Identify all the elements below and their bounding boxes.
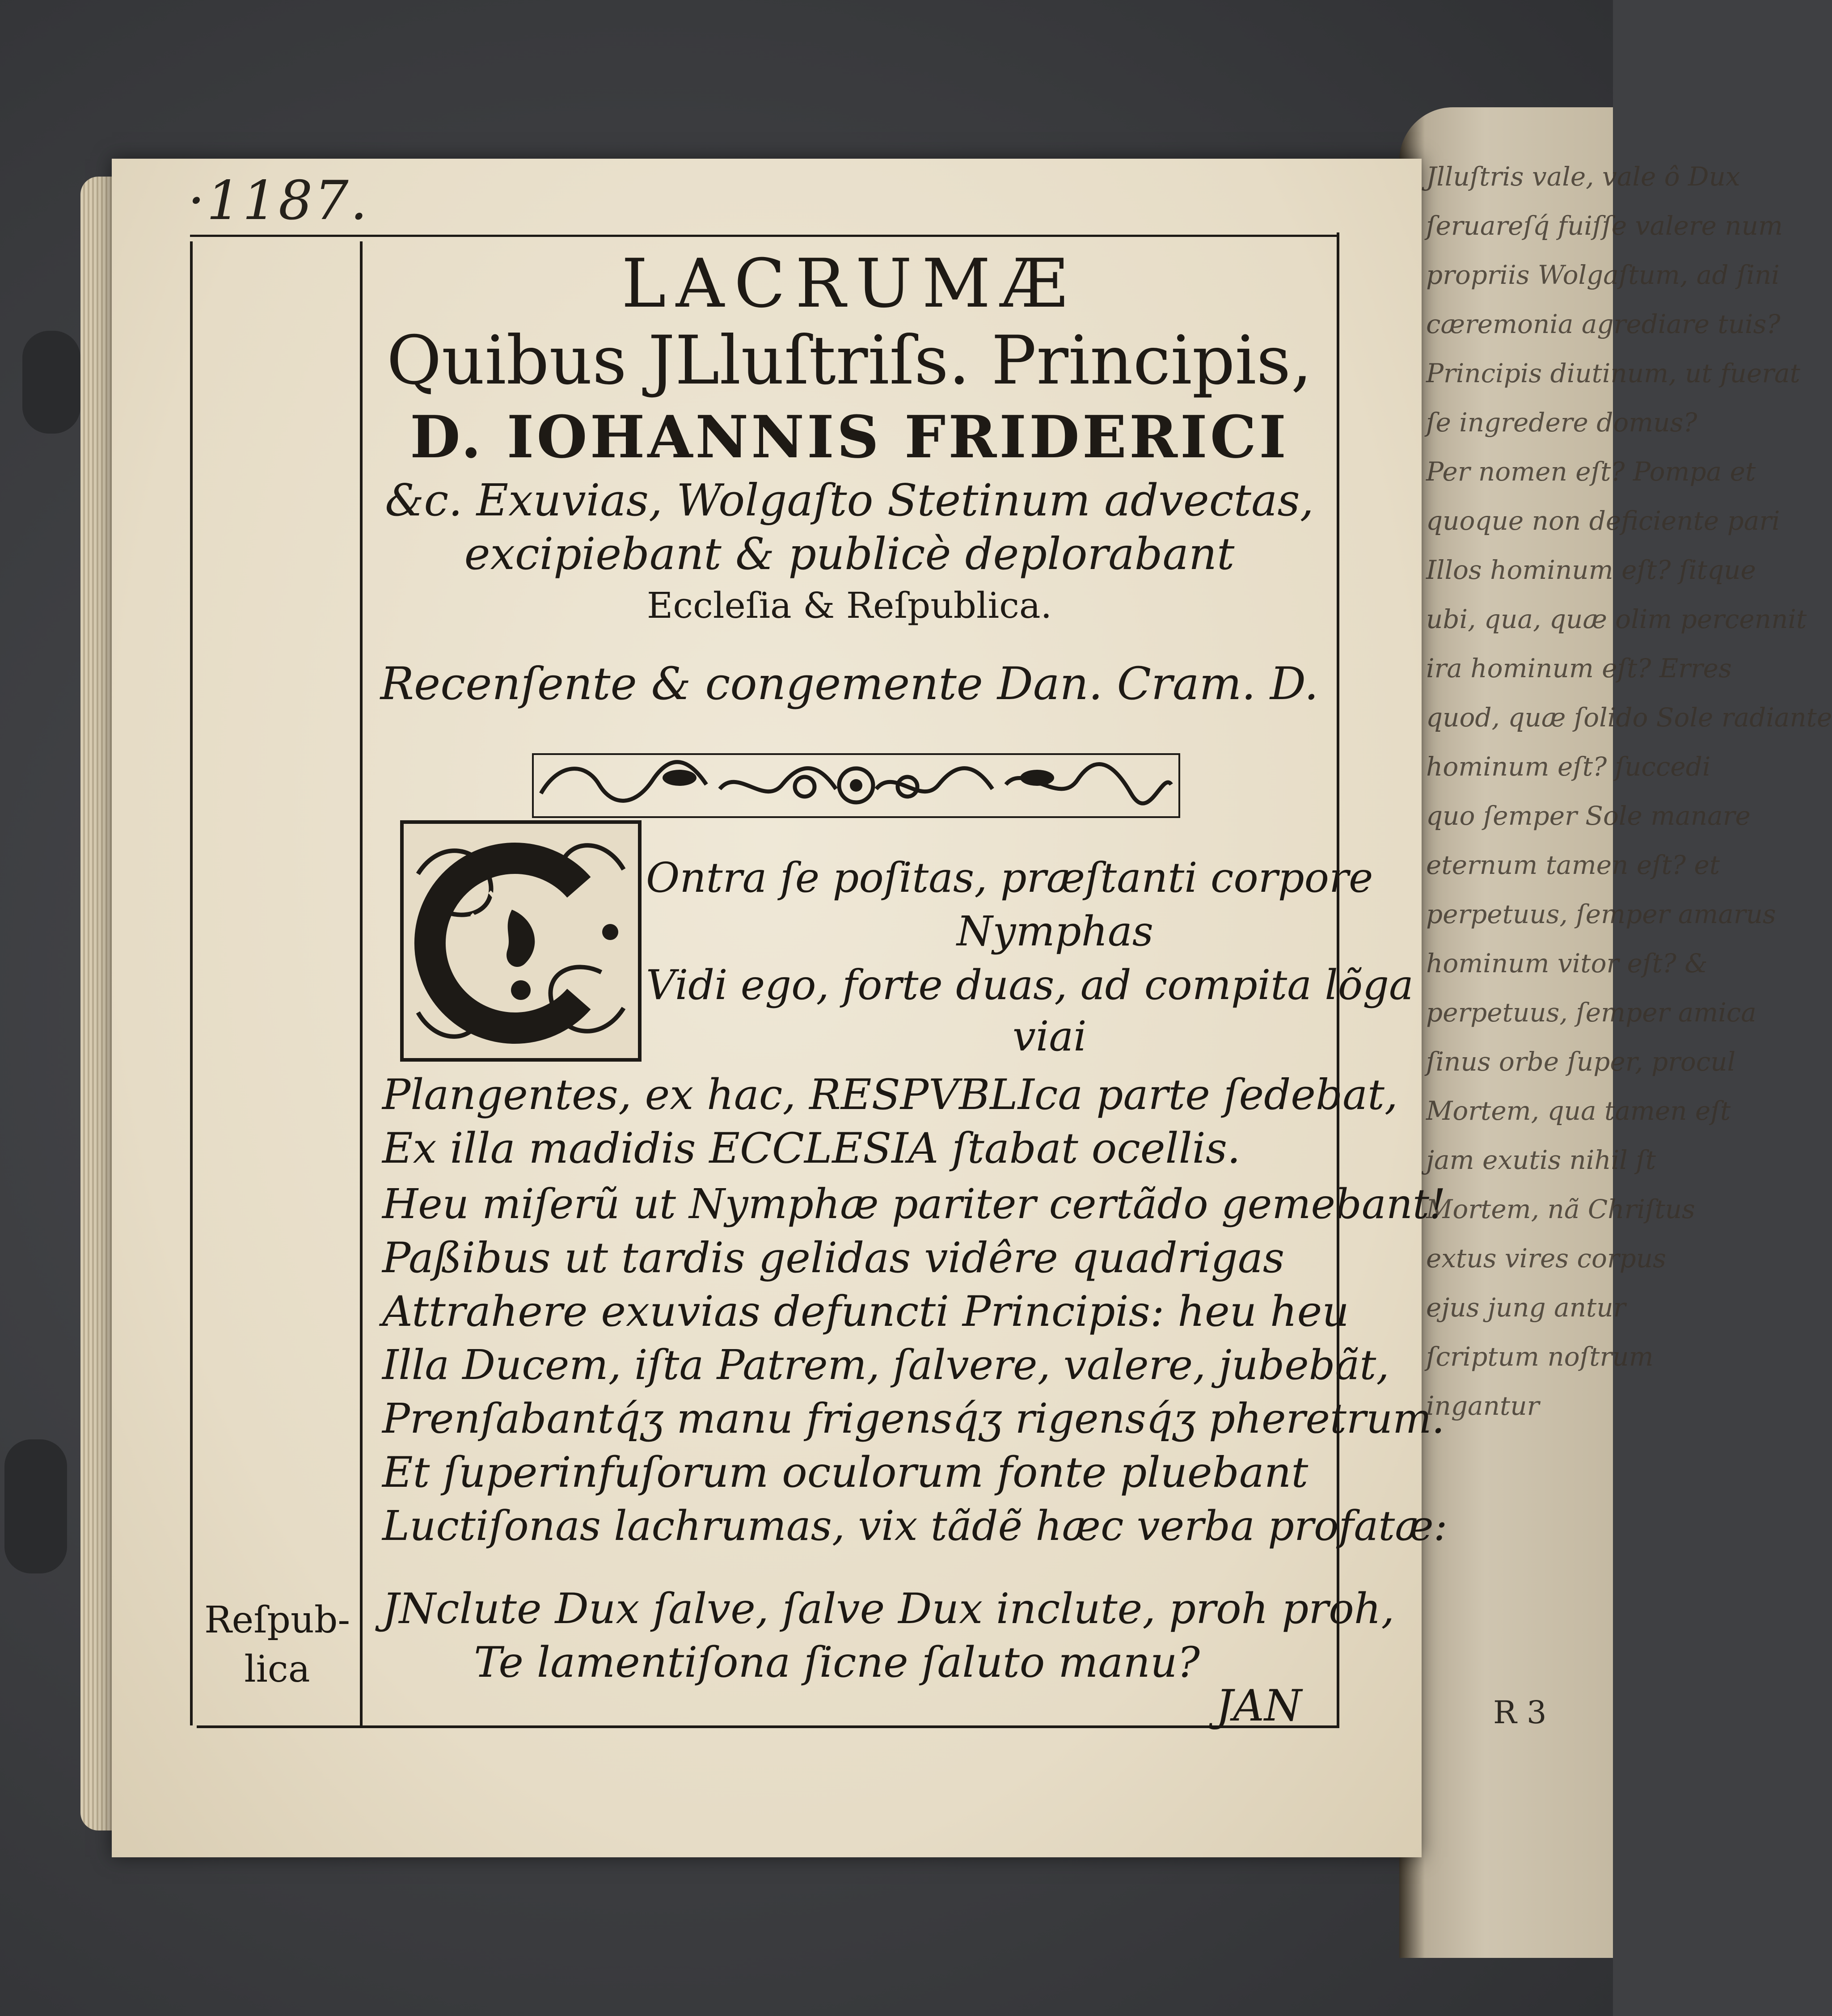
verse-line: Heu miſerũ ut Nymphæ pariter certãdo gemebant!	[382, 1180, 1446, 1228]
verse-line: Prenſabantq́ʒ manu frigensq́ʒ rigensq́ʒ pheretrum.	[382, 1395, 1445, 1442]
facing-line: eternum tamen eſt? et	[1426, 850, 1720, 880]
frame-rule-margin	[360, 241, 363, 1725]
catchword: JAN	[1216, 1681, 1302, 1731]
title-line-2: Quibus JLluſtriſs. Principis,	[386, 322, 1313, 400]
facing-line: Illos hominum eſt? ſitque	[1426, 555, 1756, 585]
facing-line: Mortem, nã Chriſtus	[1426, 1194, 1695, 1224]
verse-line: Luctiſonas lachrumas, vix tãdẽ hæc verba profatæ:	[382, 1502, 1448, 1550]
facing-line: Per nomen eſt? Pompa et	[1426, 456, 1756, 487]
facing-line: ſe ingredere domus?	[1426, 407, 1697, 438]
verse-line: Plangentes, ex hac, RESPVBLIca parte ſedebat,	[382, 1071, 1398, 1119]
facing-line: ubi, qua, quæ olim percennit	[1426, 604, 1807, 634]
facing-line: hominum eſt? ſuccedi	[1426, 751, 1711, 782]
margin-note-line: lica	[244, 1648, 310, 1691]
facing-line: quod, quæ ſolido Sole radiante	[1426, 702, 1832, 733]
title-line-4: &c. Exuvias, Wolgaſto Stetinum advectas,	[385, 475, 1314, 526]
facing-line: ejus jung antur	[1426, 1292, 1626, 1323]
ornament-band	[532, 753, 1180, 818]
shelfmark: ·1187.	[188, 170, 369, 232]
facing-line: ſinus orbe ſuper, procul	[1426, 1046, 1736, 1077]
title-block	[367, 237, 1332, 711]
verse-line: Paßibus ut tardis gelidas vidêre quadrigas	[382, 1234, 1285, 1282]
facing-line: quoque non deficiente pari	[1426, 506, 1780, 536]
facing-line: cæremonia agrediare tuis?	[1426, 309, 1781, 339]
verse-line: Nymphas	[957, 907, 1153, 955]
facing-line: ſeruareſq́ fuiſſe valere num	[1426, 211, 1783, 241]
facing-line: jam exutis nihil ſt	[1426, 1145, 1656, 1175]
facing-line: Mortem, qua tamen eſt	[1426, 1096, 1731, 1126]
facing-page-text	[1426, 152, 1832, 1895]
facing-line: Principis diutinum, ut fuerat	[1426, 358, 1800, 388]
facing-line: Jlluſtris vale, vale ô Dux	[1426, 161, 1740, 192]
frame-rule-bottom	[197, 1725, 1339, 1728]
decorated-initial-c	[400, 820, 642, 1062]
verse-line: Illa Ducem, iſta Patrem, ſalvere, valere, jubebãt,	[382, 1341, 1389, 1389]
facing-line: propriis Wolgaſtum, ad ſini	[1426, 260, 1780, 290]
facing-line: perpetuus, ſemper amica	[1426, 997, 1756, 1028]
margin-note-line: Reſpub-	[204, 1599, 350, 1641]
verse-line: Vidi ego, forte duas, ad compita lõga	[646, 961, 1414, 1009]
facing-line: ingantur	[1426, 1391, 1540, 1421]
title-line-6: Eccleſia & Reſpublica.	[646, 585, 1052, 626]
verse-line: Ex illa madidis ECCLESIA ſtabat ocellis.	[382, 1124, 1241, 1173]
title-main: LACRUMÆ	[621, 245, 1077, 323]
facing-line: extus vires corpus	[1426, 1243, 1666, 1274]
facing-line: quo ſemper Sole manare	[1426, 801, 1751, 831]
verse-line: viai	[1013, 1012, 1087, 1060]
verse-line: Te lamentiſona ſicne ſaluto manu?	[474, 1638, 1200, 1687]
facing-line: hominum vitor eſt? &	[1426, 948, 1708, 978]
frame-rule-left	[190, 241, 193, 1725]
facing-line: perpetuus, ſemper amarus	[1426, 899, 1776, 929]
facing-line: ſcriptum noſtrum	[1426, 1341, 1654, 1372]
book-clip-top	[22, 331, 80, 434]
margin-note	[201, 1596, 353, 1694]
verse-line: JNclute Dux ſalve, ſalve Dux inclute, proh proh,	[382, 1585, 1395, 1633]
facing-page-signature: R 3	[1493, 1694, 1547, 1731]
verse-line: Attrahere exuvias defuncti Principis: heu heu	[382, 1287, 1349, 1336]
facing-line: ira hominum eſt? Erres	[1426, 653, 1732, 683]
title-line-3: D. IOHANNIS FRIDERICI	[409, 403, 1289, 471]
book-clip-bottom	[4, 1439, 67, 1573]
verse-line: Et ſuperinfuſorum oculorum fonte pluebant	[382, 1448, 1309, 1497]
verse-line: Ontra ſe poſitas, præſtanti corpore	[646, 854, 1373, 902]
title-author-line: Recenſente & congemente Dan. Cram. D.	[380, 658, 1319, 710]
title-line-5: excipiebant & publicè deplorabant	[464, 529, 1235, 580]
